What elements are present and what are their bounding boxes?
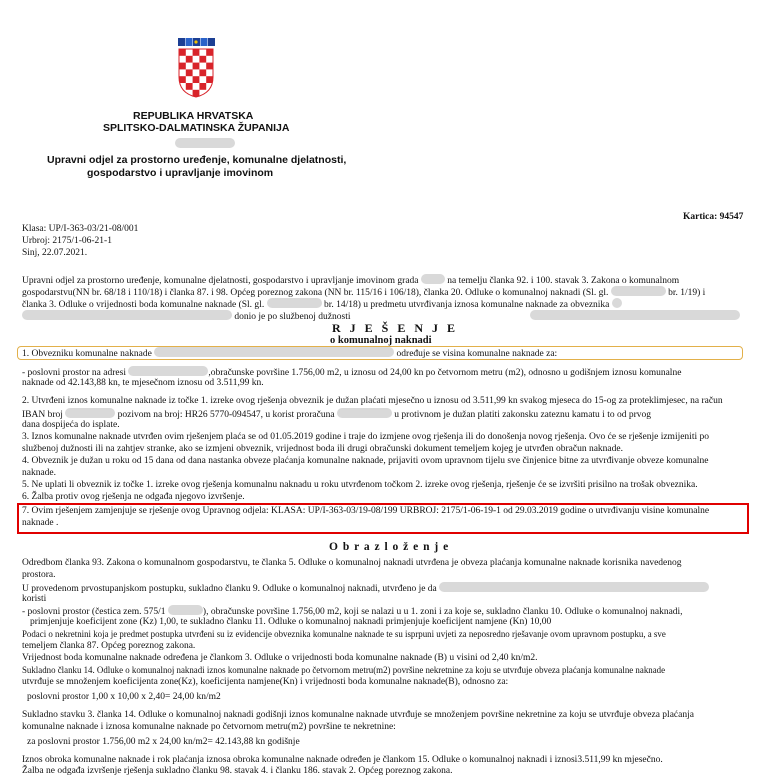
item-7-line-2: naknade . <box>22 518 59 528</box>
obraz-p4-line-1: Podaci o nekretnini koja je predmet postupka utvrđeni su iz evidencije obveznika komunalne naknade te su isprpuni uvjeti za neposredno rješavanje ovom upravnom postupku, a sve <box>22 629 666 639</box>
klasa: Klasa: UP/I-363-03/21-08/001 <box>22 224 139 234</box>
coat-of-arms-icon <box>176 38 216 100</box>
item-3-line-2: službenoj dužnosti ili na zahtjev stranke, ako se izmjeni obveznik, vrijednost boda ili drugi obračunski dokument temeljem kojeg je utvrđen obračun naknade. <box>22 444 623 454</box>
intro-line-3: članka 3. Odluke o vrijednosti boda komunalne naknade (Sl. gl. br. 14/18) u predmetu utvrđivanja iznosa komunalne naknade za obveznika <box>22 298 762 311</box>
obraz-p2-line-1: U provedenom prvostupanjskom postupku, sukladno članku 9. Odluke o komunalnoj naknadi, utvrđeno je da <box>22 582 709 595</box>
obraz-p9: za poslovni prostor 1.756,00 m2 x 24,00 kn/m2= 42.143,88 kn godišnje <box>27 737 300 747</box>
obraz-p2-line-2: koristi <box>22 594 47 604</box>
obraz-p3-line-1: - poslovni prostor (čestica zem. 575/1 ), obračunske površine 1.756,00 m2, koji se nalazi u u 1. zoni i za koje se, sukladno članku 10. Odluke o komunalnoj naknadi, <box>22 607 683 617</box>
item-1: 1. Obvezniku komunalne naknade određuje se visina komunalne naknade za: <box>22 349 558 359</box>
place-date: Sinj, 22.07.2021. <box>22 248 88 258</box>
item-7-line-1: 7. Ovim rješenjem zamjenjuje se rješenje ovog Upravnog odjela: KLASA: UP/I-363-03/19-08/199 URBROJ: 2175/1-06-19-1 od 29.03.2019 godine o utvrđivanju visine komunalne <box>22 506 710 516</box>
intro-line-2: gospodarstvu(NN br. 68/18 i 110/18) i članka 87. i 98. Općeg poreznog zakona (NN br. 115/16 i 106/18), članka 20. Odluke o komunalnoj naknadi (Sl. gl. br. 1/19) i <box>22 288 706 298</box>
obraz-p6-line-2: utvrđuje se množenjem koeficijenta zone(Kz), koeficijenta namjene(Kn) i vrijednosti boda komunalne naknade(B), odnosno za: <box>22 677 509 687</box>
county-name: SPLITSKO-DALMATINSKA ŽUPANIJA <box>103 122 290 134</box>
department-line-1: Upravni odjel za prostorno uređenje, komunalne djelatnosti, <box>47 154 347 166</box>
item-2-line-2: IBAN broj pozivom na broj: HR26 5770-094547, u korist proračuna u protivnom je dužan platiti zakonsku zateznu kamatu i to od prvog <box>22 410 651 420</box>
obraz-p6-line-1: Sukladno članku 14. Odluke o komunalnoj naknadi iznos komunalne naknade po četvornom metru(m2) površine nekretnine za koju se utvrđuje obveza plaćanja komunalne naknade <box>22 665 666 675</box>
item-2-line-1: 2. Utvrđeni iznos komunalne naknade iz točke 1. izreke ovog rješenja obveznik je dužan plaćati mjesečno u iznosu od 3.511,99 kn svakog mjeseca do 15-og za proteklimjesec, na račun <box>22 396 723 406</box>
kartica-number: Kartica: 94547 <box>683 212 744 222</box>
obraz-p8-line-2: komunalne naknade i iznosa komunalne naknade po četvornom metru(m2) površine te nekretnine: <box>22 722 396 732</box>
obraz-p7: poslovni prostor 1,00 x 10,00 x 2,40= 24,00 kn/m2 <box>27 692 221 702</box>
republic-name: REPUBLIKA HRVATSKA <box>133 110 254 122</box>
obraz-p4-line-2: temeljem članka 87. Općeg poreznog zakona. <box>22 641 196 651</box>
urbroj: Urbroj: 2175/1-06-21-1 <box>22 236 112 246</box>
redacted-city <box>175 138 235 148</box>
obraz-p10: Iznos obroka komunalne naknade i rok plaćanja iznosa obroka komunalne naknade određen je člankom 15. Odluke o komunalnoj naknadi i iznosi3.511,99 kn mjesečno. <box>22 755 663 765</box>
obraz-p5: Vrijednost boda komunalne naknade određena je člankom 3. Odluke o vrijednosti boda komunalne naknade (B) u visini od 2,40 kn/m2. <box>22 653 538 663</box>
item-2-line-3: dana dospijeća do isplate. <box>22 420 120 430</box>
department-line-2: gospodarstvo i upravljanje imovinom <box>87 167 274 179</box>
obraz-p8-line-1: Sukladno stavku 3. članka 14. Odluke o komunalnoj naknadi godišnji iznos komunalne naknade utvrđuje se množenjem površine nekretnine za koju se utvrđuje obveza plaćanja <box>22 710 694 720</box>
item-1-detail: - poslovni prostor na adresi ,obračunske površine 1.756,00 m2, u iznosu od 24,00 kn po četvornom metru (m2), odnosno u godišnjem iznosu komunalne <box>22 368 682 378</box>
resenje-title: R J E Š E N J E <box>332 321 459 335</box>
item-4-line-1: 4. Obveznik je dužan u roku od 15 dana od dana nastanka obveze plaćanja komunalne naknade, prijaviti ovom upravnom tijelu sve činjenice bitne za utvrđivanje obveze komunalne <box>22 456 709 466</box>
item-4-line-2: naknade. <box>22 468 57 478</box>
item-1-amount: naknade od 42.143,88 kn, te mjesečnom iznosu od 3.511,99 kn. <box>22 378 264 388</box>
intro-line-4: donio je po službenoj dužnosti <box>22 310 350 323</box>
obraz-p1-line-1: Odredbom članka 93. Zakona o komunalnom gospodarstvu, te članka 5. Odluke o komunalnoj naknadi utvrđena je obveza plaćanja komunalne naknade korisnika navedenog <box>22 558 682 568</box>
item-5: 5. Ne uplati li obveznik iz točke 1. izreke ovog rješenja komunalnu naknadu u roku utvrđenom točkom 2. izreke ovog rješenja, rješenje će se izvršiti prisilno na trošak obveznika. <box>22 480 698 490</box>
item-6: 6. Žalba protiv ovog rješenja ne odgađa njegovo izvršenje. <box>22 492 245 502</box>
item-3-line-1: 3. Iznos komunalne naknade utvrđen ovim rješenjem plaća se od 01.05.2019 godine i traje do izmjene ovog rješenja ili do donošenja novog rješenja. Ovo će se rješenje izmijeniti po <box>22 432 709 442</box>
redacted-name <box>530 310 740 320</box>
obrazlozenje-title: O b r a z l o ž e n j e <box>329 541 450 553</box>
obraz-p11: Žalba ne odgađa izvršenje rješenja sukladno članku 98. stavak 4. i članku 186. stavak 2. Općeg poreznog zakona. <box>22 766 453 776</box>
resenje-subtitle: o komunalnoj naknadi <box>330 335 432 346</box>
intro-line-1: Upravni odjel za prostorno uređenje, komunalne djelatnosti, gospodarstvo i upravljanje imovinom grada na temelju članka 92. i 100. stavak 3. Zakona o komunalnom <box>22 276 680 286</box>
obraz-p1-line-2: prostora. <box>22 570 56 580</box>
obraz-p3-line-2: primjenjuje koeficijent zone (Kz) 1,00, te sukladno članku 11. Odluke o komunalnoj naknadi primjenjuje koeficijent namjene (Kn) 10,00 <box>30 617 552 627</box>
